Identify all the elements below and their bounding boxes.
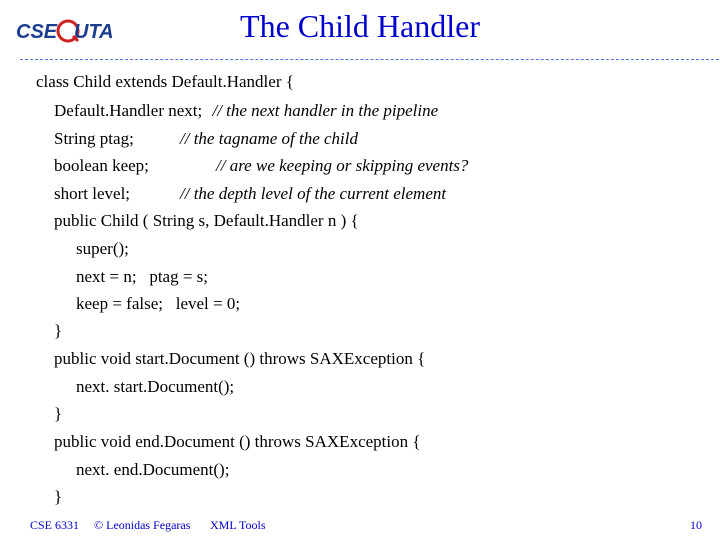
code-comment: // the depth level of the current element [180, 184, 447, 203]
logo-text-left: CSE [16, 21, 58, 43]
code-text: } [54, 404, 63, 423]
code-text: keep = false; level = 0; [76, 294, 241, 313]
code-line [54, 129, 134, 149]
code-comment: // the next handler in the pipeline [212, 101, 439, 120]
code-line [76, 377, 234, 397]
footer-course: CSE 6331 [30, 518, 80, 532]
footer-author: © Leonidas Fegaras [94, 518, 191, 532]
footer-page-number: 10 [690, 518, 702, 532]
title-divider [20, 59, 719, 60]
code-text: next. start.Document(); [76, 377, 235, 396]
logo-text-right: UTA [74, 21, 114, 43]
logo-graphic [16, 16, 116, 46]
code-text: boolean keep; [54, 156, 149, 175]
code-text: short level; [54, 184, 131, 203]
code-line [54, 101, 438, 121]
code-line [54, 156, 149, 176]
cse-uta-logo [16, 16, 116, 46]
code-line [54, 432, 421, 452]
code-text: public void end.Document () throws SAXException { [54, 432, 421, 451]
code-line [54, 487, 62, 507]
code-line [76, 294, 240, 314]
code-text: next. end.Document(); [76, 460, 230, 479]
code-text: } [54, 487, 63, 506]
code-line [76, 460, 229, 480]
code-line [76, 239, 129, 259]
code-text: public Child ( String s, Default.Handler n ) { [54, 211, 359, 230]
code-text: super(); [76, 239, 129, 258]
footer-topic: XML Tools [210, 518, 266, 532]
code-line [54, 321, 62, 341]
code-line [54, 184, 130, 204]
code-text: next = n; ptag = s; [76, 267, 209, 286]
code-text: String ptag; [54, 129, 134, 148]
code-comment: // are we keeping or skipping events? [216, 156, 469, 175]
code-text: } [54, 321, 63, 340]
slide-title: The Child Handler [240, 8, 480, 44]
code-comment: // the tagname of the child [180, 129, 358, 148]
code-line [36, 72, 294, 92]
code-text: Default.Handler next; [54, 101, 203, 120]
code-line [76, 267, 208, 287]
code-line [54, 211, 359, 231]
code-text: public void start.Document () throws SAXException { [54, 349, 426, 368]
code-text: class Child extends Default.Handler { [36, 72, 294, 91]
code-line [54, 349, 425, 369]
code-line [54, 404, 62, 424]
